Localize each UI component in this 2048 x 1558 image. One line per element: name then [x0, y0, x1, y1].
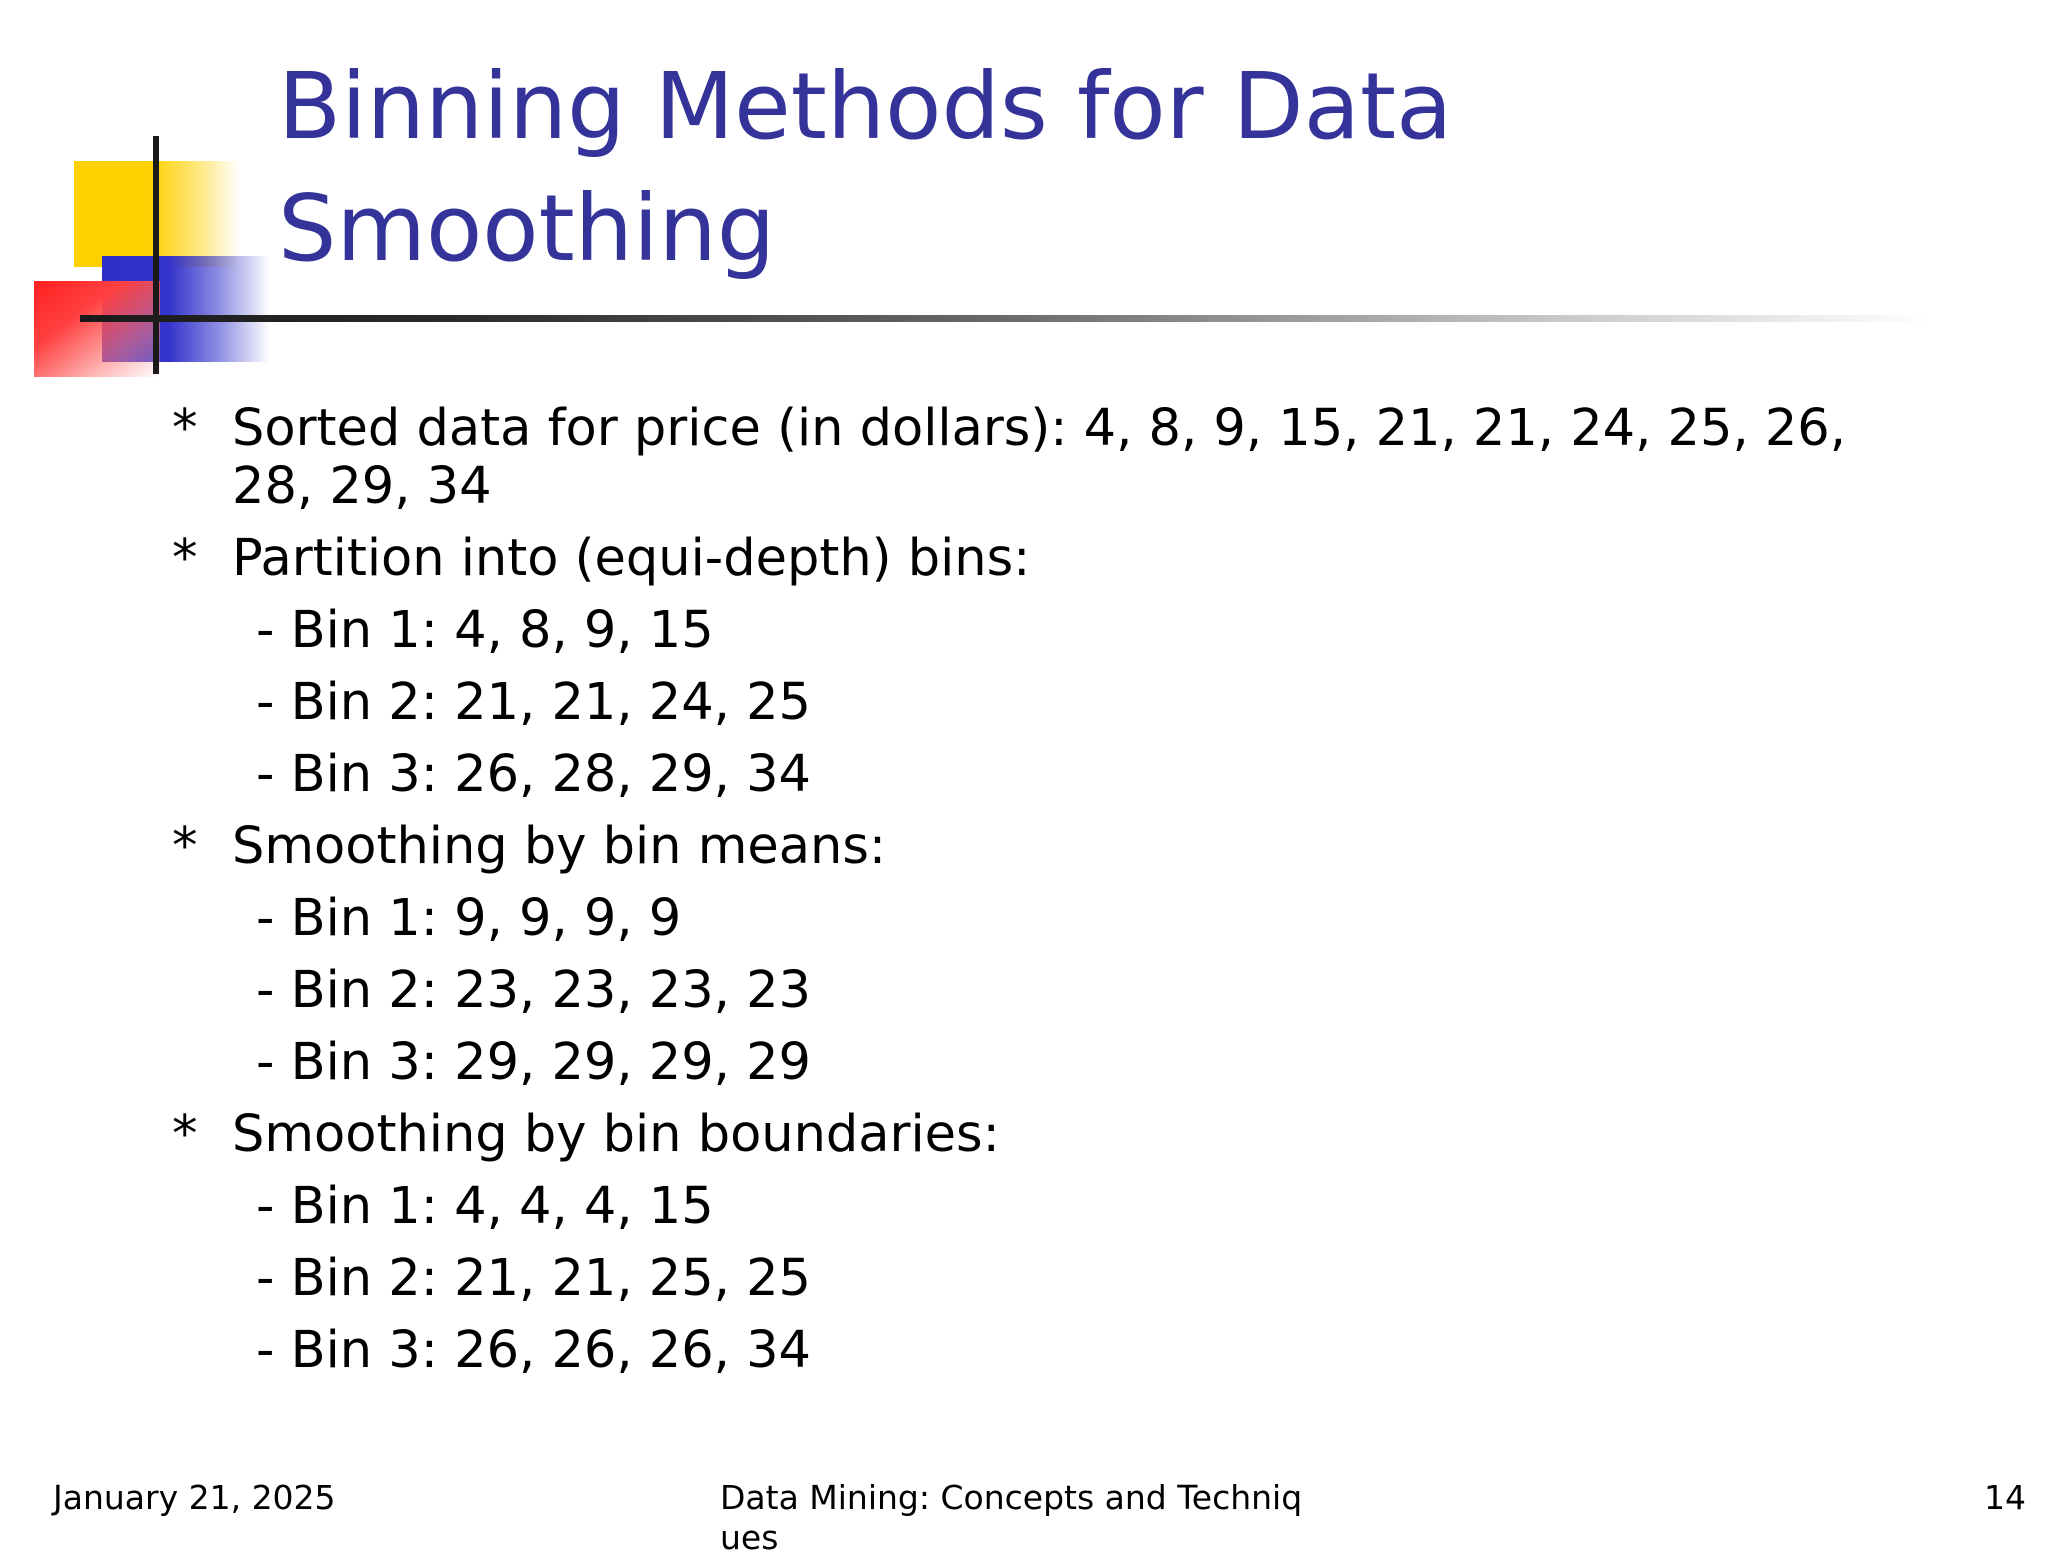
slide-title: Binning Methods for Data Smoothing — [278, 53, 1453, 282]
bullet-text: Partition into (equi-depth) bins: — [232, 529, 1031, 588]
bullet-marker: * — [172, 817, 198, 876]
bullet-partition — [172, 530, 1932, 588]
sub-item-means-bin-2: - Bin 2: 23, 23, 23, 23 — [256, 961, 811, 1020]
footer-presentation-title: Data Mining: Concepts and Techniques — [720, 1478, 1303, 1557]
sub-item-boundaries-bin-1: - Bin 1: 4, 4, 4, 15 — [256, 1177, 714, 1236]
sub-item-partition-bin-1: - Bin 1: 4, 8, 9, 15 — [256, 601, 714, 660]
decorative-vertical-line — [153, 136, 159, 374]
title-underline-divider — [80, 315, 1930, 322]
sub-item-means-bin-1: - Bin 1: 9, 9, 9, 9 — [256, 889, 682, 948]
decorative-red-square — [34, 281, 160, 377]
bullet-smoothing-means — [172, 818, 1932, 876]
bullet-text: Smoothing by bin boundaries: — [232, 1105, 1000, 1164]
bullet-text: Smoothing by bin means: — [232, 817, 887, 876]
bullet-marker: * — [172, 529, 198, 588]
bullet-text: Sorted data for price (in dollars): 4, 8, 9, 15, 21, 21, 24, 25, 26, 28, 29, 34 — [232, 399, 1846, 516]
bullet-smoothing-boundaries — [172, 1106, 1932, 1164]
sub-item-partition-bin-2: - Bin 2: 21, 21, 24, 25 — [256, 673, 811, 732]
bullet-sorted-data — [172, 400, 1932, 516]
bullet-marker: * — [172, 399, 198, 458]
sub-item-boundaries-bin-3: - Bin 3: 26, 26, 26, 34 — [256, 1321, 811, 1380]
slide-page-number: 14 — [1984, 1478, 2026, 1517]
slide-content — [172, 400, 1932, 1394]
sub-item-boundaries-bin-2: - Bin 2: 21, 21, 25, 25 — [256, 1249, 811, 1308]
bullet-marker: * — [172, 1105, 198, 1164]
sub-item-means-bin-3: - Bin 3: 29, 29, 29, 29 — [256, 1033, 811, 1092]
footer-date: January 21, 2025 — [53, 1478, 336, 1517]
sub-item-partition-bin-3: - Bin 3: 26, 28, 29, 34 — [256, 745, 811, 804]
